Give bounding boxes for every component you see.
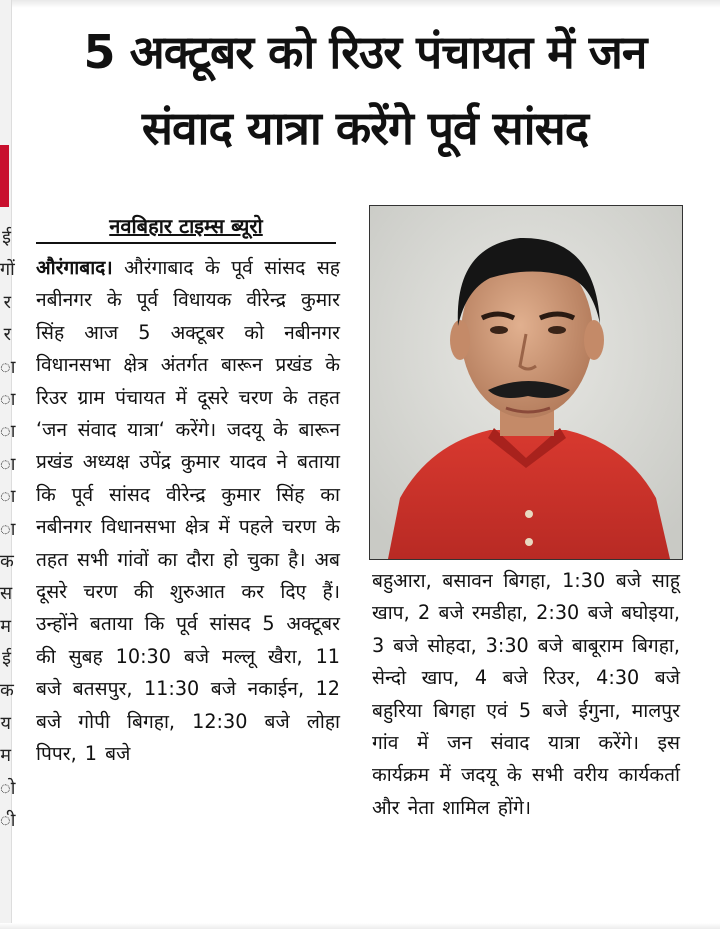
- byline: [36, 210, 336, 244]
- adjacent-red-marker: [0, 145, 9, 207]
- article-column-2: [372, 565, 680, 824]
- adjacent-column-text: [0, 222, 16, 902]
- adjacent-text-fragment: ो: [0, 777, 16, 799]
- adjacent-text-fragment: ा: [0, 453, 16, 475]
- adjacent-text-fragment: म: [0, 745, 11, 767]
- adjacent-text-fragment: क: [0, 680, 14, 702]
- adjacent-text-fragment: क: [0, 550, 14, 572]
- adjacent-text-fragment: ई: [2, 648, 11, 670]
- adjacent-text-fragment: ई: [2, 227, 11, 248]
- adjacent-text-fragment: ा: [0, 356, 16, 378]
- adjacent-text-fragment: ा: [0, 486, 16, 508]
- adjacent-text-fragment: ा: [0, 421, 16, 443]
- article-column-1: [36, 252, 340, 771]
- headline-line-1: 5 अक्टूबर को रिउर पंचायत में जन: [83, 25, 647, 79]
- headline-line-2: संवाद यात्रा करेंगे पूर्व सांसद: [141, 101, 589, 155]
- bottom-edge-strip: [0, 923, 720, 929]
- byline-text: नवबिहार टाइम्स ब्यूरो: [109, 214, 263, 238]
- portrait-photo: [369, 205, 683, 560]
- headline: [20, 14, 710, 166]
- adjacent-text-fragment: ा: [0, 518, 16, 540]
- top-edge-strip: [0, 0, 720, 8]
- article-paragraph-1: [36, 252, 340, 771]
- column-1-text: औरंगाबाद के पूर्व सांसद सह नबीनगर के पूर्व विधायक वीरेन्द्र कुमार सिंह आज 5 अक्टूबर को नबीनगर विधानसभा क्षेत्र अंतर्गत बारून प्रखंड के रिउर ग्राम पंचायत में दूसरे चरण के तहत ‘जन संवाद यात्रा‘ करेंगे। जदयू के बारून प्रखंड अध्यक्ष उपेंद्र कुमार यादव ने बताया कि पूर्व सांसद वीरेन्द्र कुमार सिंह का नबीनगर विधानसभा क्षेत्र में पहले चरण के तहत सभी गांवों का दौरा हो चुका है। अब दूसरे चरण की शुरुआत कर दिए हैं। उन्होंने बताया कि पूर्व सांसद 5 अक्टूबर की सुबह 10:30 बजे मल्लू खैरा, 11 बजे बतसपुर, 11:30 बजे नकाईन, 12 बजे गोपी बिगहा, 12:30 बजे लोहा पिपर, 1 बजे: [36, 256, 340, 766]
- adjacent-text-fragment: र: [3, 324, 11, 346]
- adjacent-text-fragment: ी: [0, 810, 16, 832]
- adjacent-text-fragment: स: [0, 583, 13, 605]
- adjacent-text-fragment: य: [0, 712, 11, 734]
- adjacent-text-fragment: गों: [0, 259, 15, 281]
- adjacent-text-fragment: र: [3, 291, 11, 313]
- adjacent-text-fragment: म: [0, 615, 11, 637]
- article-paragraph-2: बहुआरा, बसावन बिगहा, 1:30 बजे साहू खाप, 2 बजे रमडीहा, 2:30 बजे बघोइया, 3 बजे सोहदा, 3:30 बजे बाबूराम बिगहा, सेन्दो खाप, 4 बजे रिउर, 4:30 बजे बहुरिया बिगहा एवं 5 बजे ईगुना, मालपुर गांव में जन संवाद यात्रा करेंगे। इस कार्यक्रम में जदयू के सभी वरीय कार्यकर्ता और नेता शामिल होंगे।: [372, 569, 680, 819]
- dateline: औरंगाबाद।: [36, 256, 113, 279]
- adjacent-text-fragment: ा: [0, 388, 16, 410]
